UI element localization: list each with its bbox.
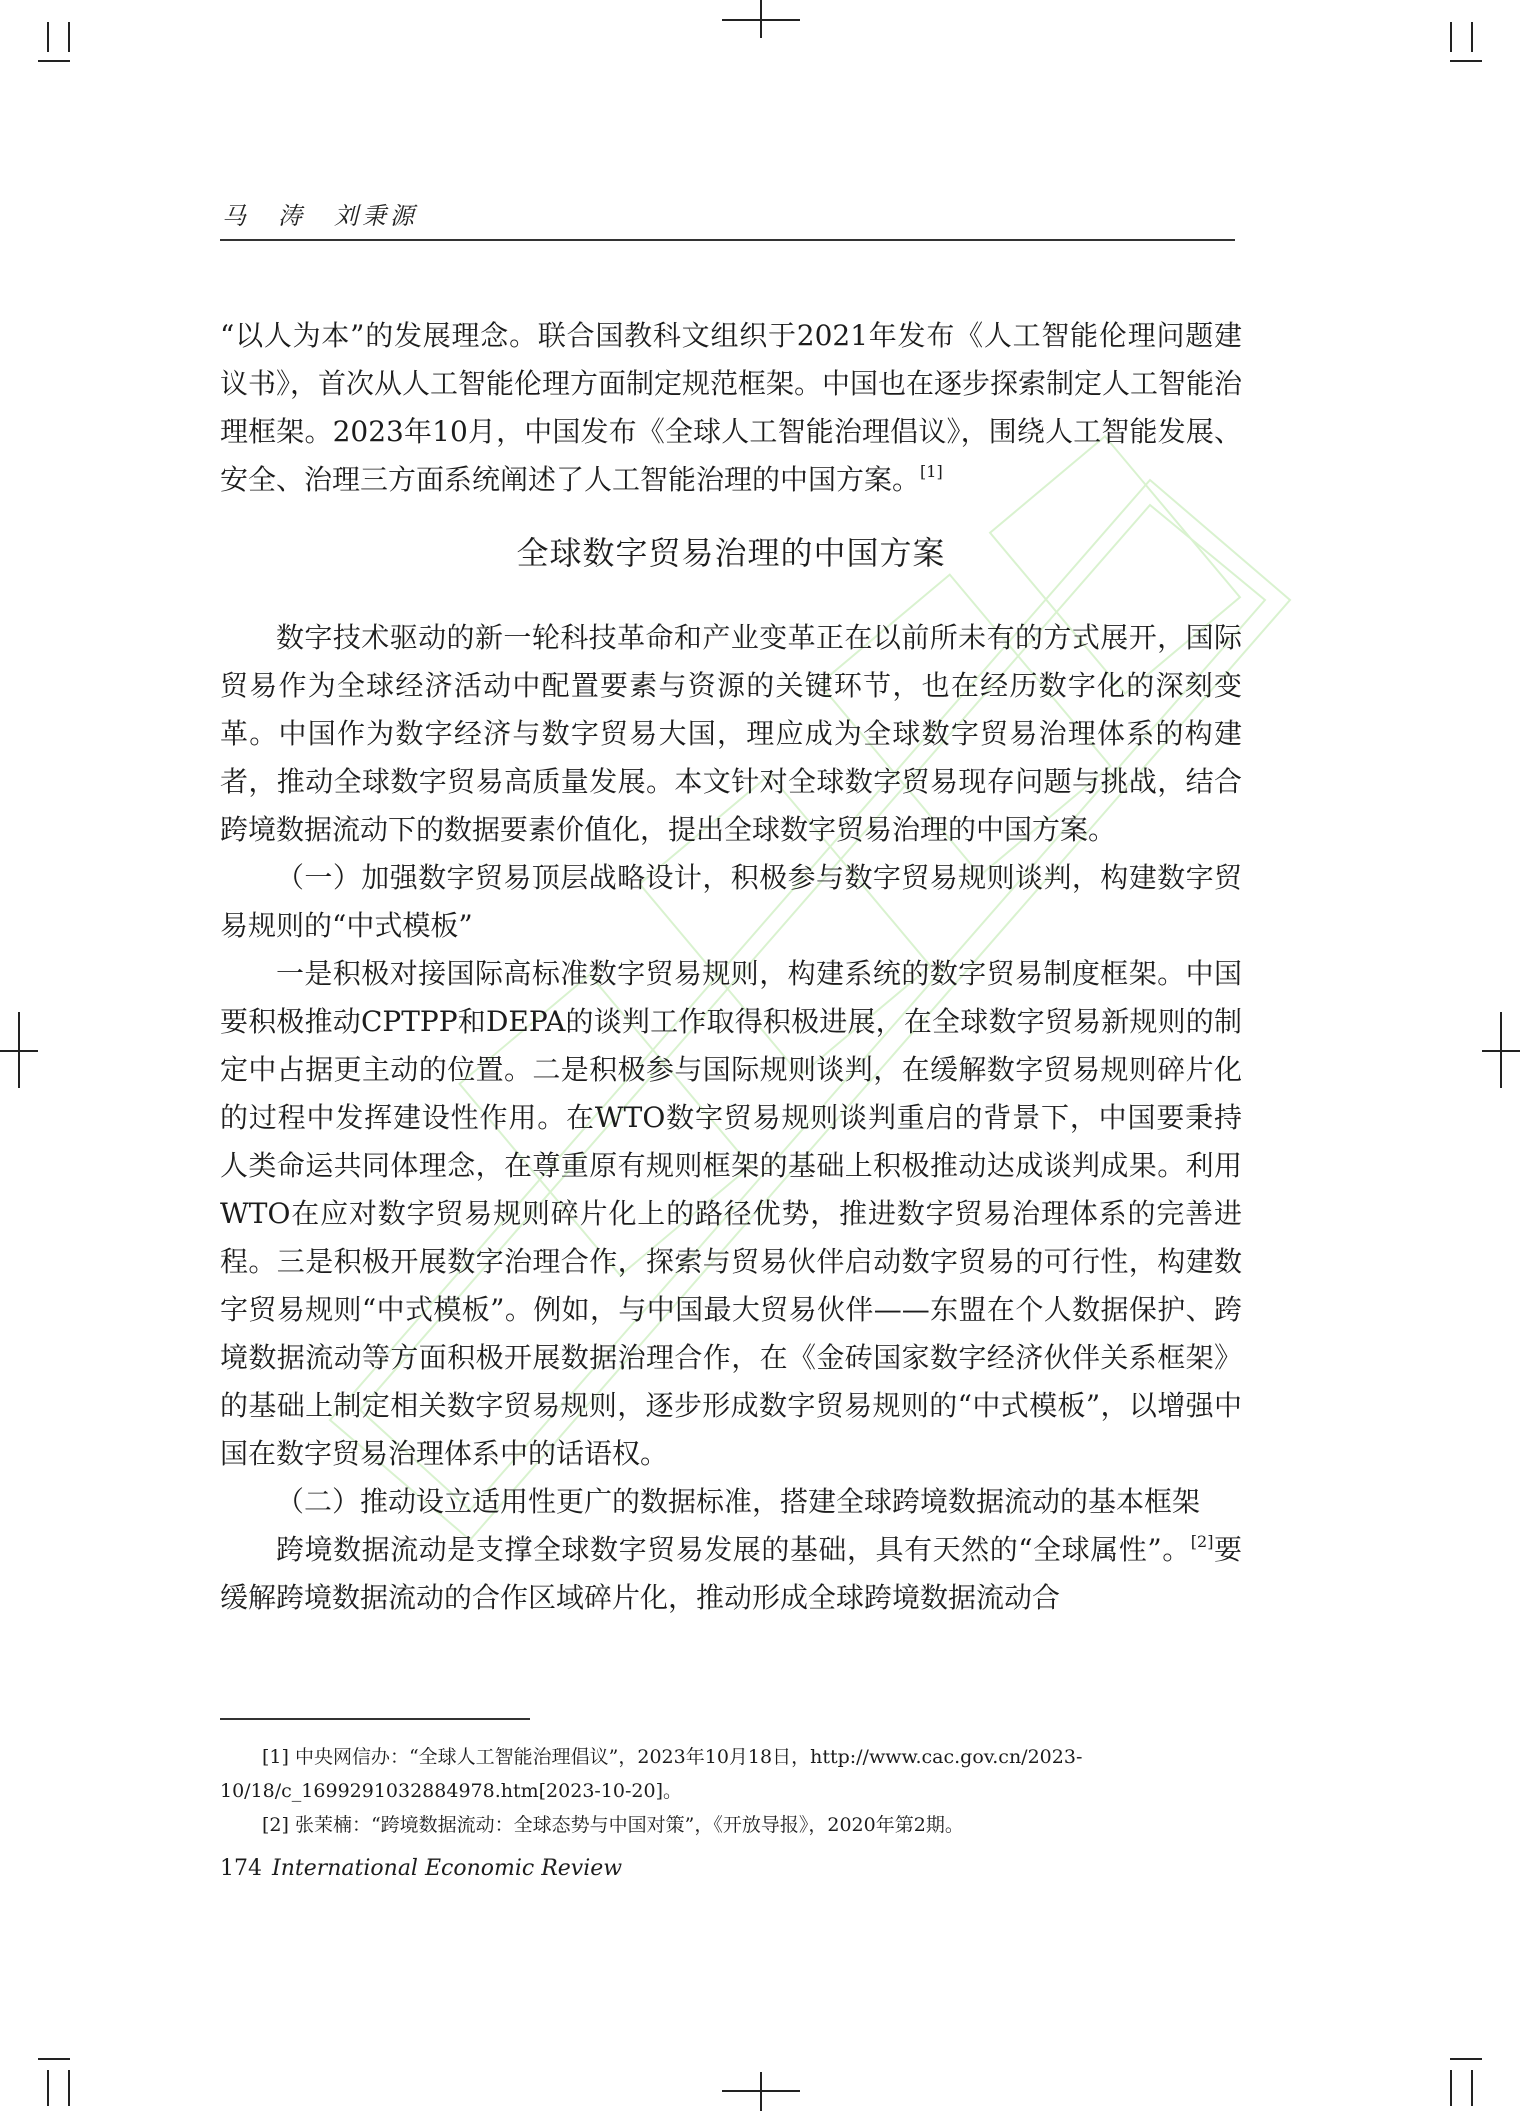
footnote-2: [2] 张茉楠：“跨境数据流动：全球态势与中国对策”，《开放导报》，2020年第2期。: [262, 1814, 964, 1836]
footnote-ref: [2]: [1190, 1532, 1214, 1551]
subheading: （一）加强数字贸易顶层战略设计，积极参与数字贸易规则谈判，构建数字贸易规则的“中式模板”: [220, 861, 1242, 942]
section-heading: 全球数字贸易治理的中国方案: [516, 534, 946, 572]
footnote-1: [1] 中央网信办：“全球人工智能治理倡议”，2023年10月18日，http://www.cac.gov.cn/2023-10/18/c_1699291032884978.htm[2023-10-20]。: [220, 1746, 1083, 1802]
paragraph: 数字技术驱动的新一轮科技革命和产业变革正在以前所未有的方式展开，国际贸易作为全球经济活动中配置要素与资源的关键环节，也在经历数字化的深刻变革。中国作为数字经济与数字贸易大国，理应成为全球数字贸易治理体系的构建者，推动全球数字贸易高质量发展。本文针对全球数字贸易现存问题与挑战，结合跨境数据流动下的数据要素价值化，提出全球数字贸易治理的中国方案。: [220, 621, 1242, 846]
footnote-rule: [220, 1718, 530, 1720]
footnote-ref: [1]: [920, 462, 943, 481]
article-body: [220, 312, 1242, 1622]
journal-name: International Economic Review: [272, 1856, 623, 1881]
paragraph: 跨境数据流动是支撑全球数字贸易发展的基础，具有天然的“全球属性”。[2]要缓解跨境数据流动的合作区域碎片化，推动形成全球跨境数据流动合: [220, 1532, 1242, 1614]
page-footer: [220, 1856, 622, 1881]
paragraph: 一是积极对接国际高标准数字贸易规则，构建系统的数字贸易制度框架。中国要积极推动CPTPP和DEPA的谈判工作取得积极进展，在全球数字贸易新规则的制定中占据更主动的位置。二是积极参与国际规则谈判，在缓解数字贸易规则碎片化的过程中发挥建设性作用。在WTO数字贸易规则谈判重启的背景下，中国要秉持人类命运共同体理念，在尊重原有规则框架的基础上积极推动达成谈判成果。利用WTO在应对数字贸易规则碎片化上的路径优势，推进数字贸易治理体系的完善进程。三是积极开展数字治理合作，探索与贸易伙伴启动数字贸易的可行性，构建数字贸易规则“中式模板”。例如，与中国最大贸易伙伴——东盟在个人数据保护、跨境数据流动等方面积极开展数据治理合作，在《金砖国家数字经济伙伴关系框架》的基础上制定相关数字贸易规则，逐步形成数字贸易规则的“中式模板”，以增强中国在数字贸易治理体系中的话语权。: [220, 957, 1242, 1470]
subheading: （二）推动设立适用性更广的数据标准，搭建全球跨境数据流动的基本框架: [276, 1485, 1201, 1518]
page-number: 174: [220, 1856, 262, 1881]
paragraph: “以人为本”的发展理念。联合国教科文组织于2021年发布《人工智能伦理问题建议书》，首次从人工智能伦理方面制定规范框架。中国也在逐步探索制定人工智能治理框架。2023年10月，中国发布《全球人工智能治理倡议》，围绕人工智能发展、安全、治理三方面系统阐述了人工智能治理的中国方案。[1]: [220, 319, 1243, 496]
running-header-author: 马 涛 刘秉源: [222, 202, 418, 230]
header-rule: [220, 239, 1235, 241]
footnotes: [220, 1740, 1245, 1842]
